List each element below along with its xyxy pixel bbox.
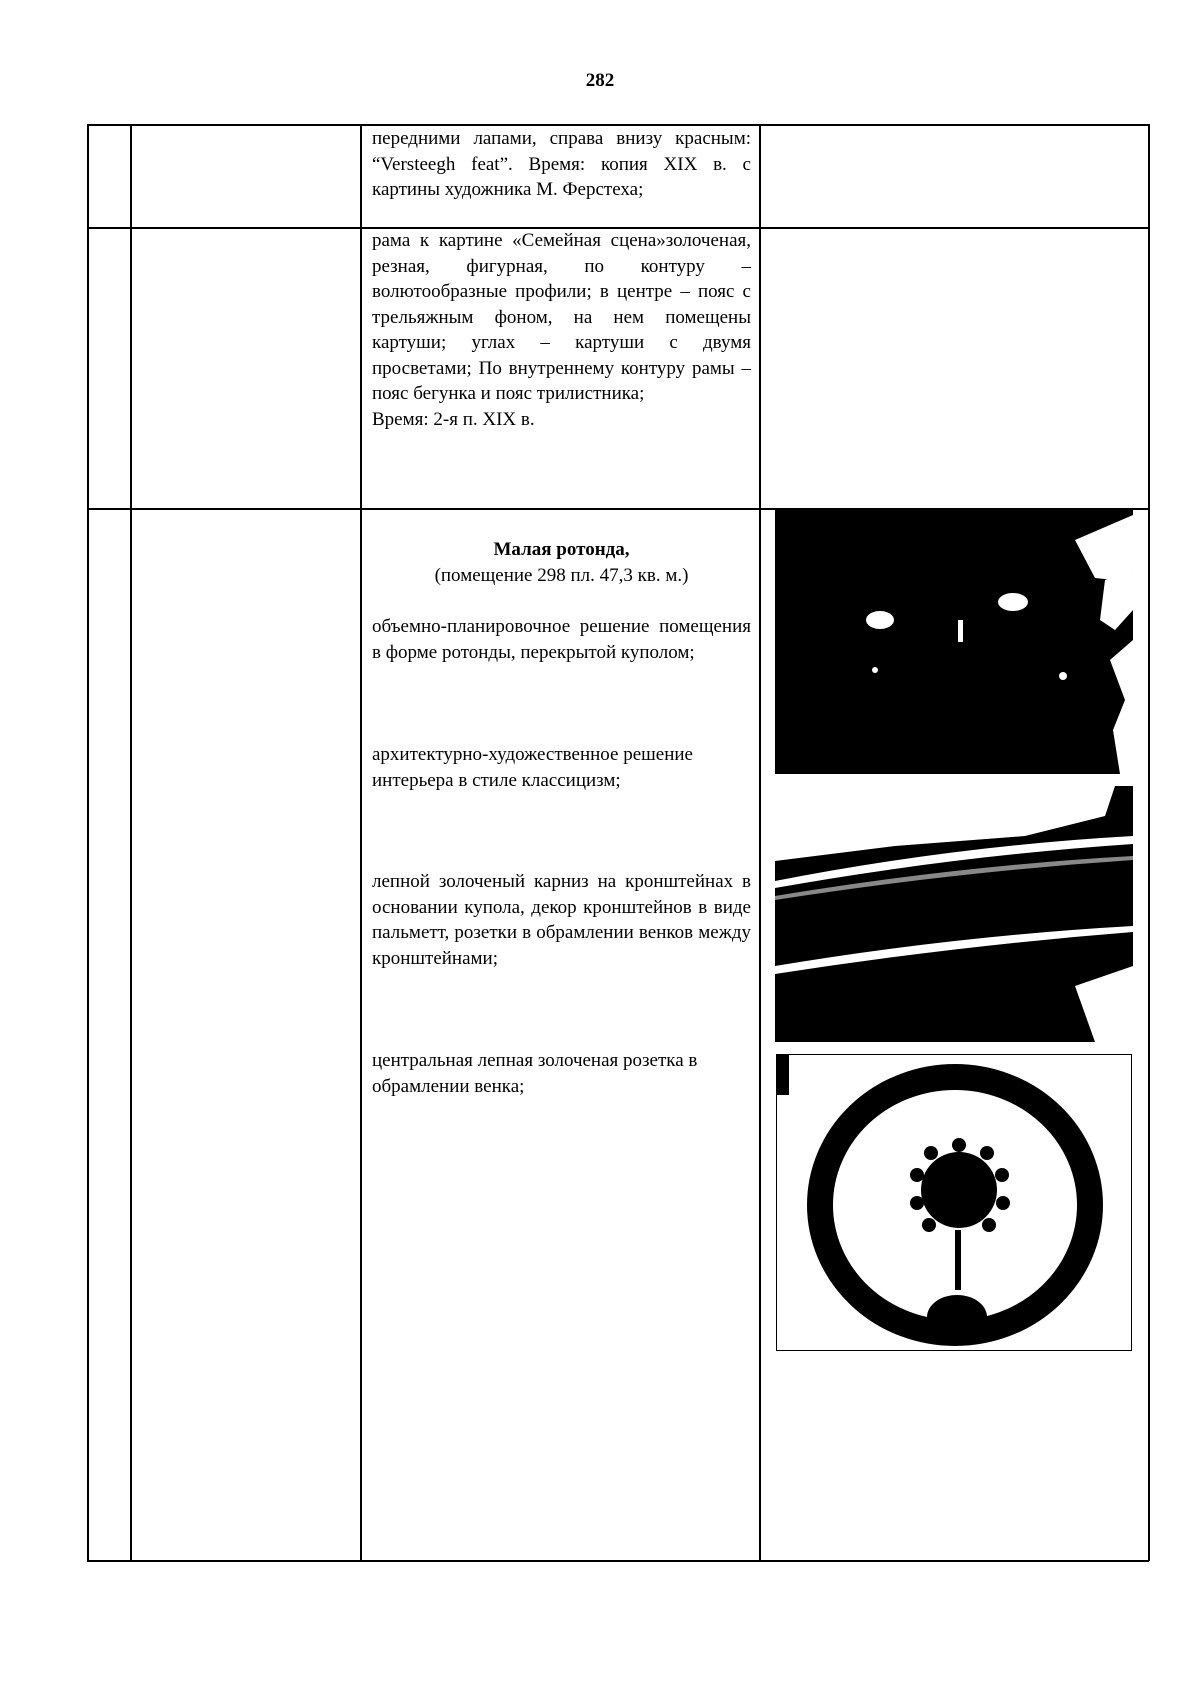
table-border-bottom xyxy=(87,1560,1149,1562)
room-title: Малая ротонда, xyxy=(493,539,630,560)
column-divider-3 xyxy=(759,124,761,1561)
item-text: архитектурно-художественное решение интерьера в стиле классицизм; xyxy=(372,744,693,791)
item-text: лепной золоченый карниз на кронштейнах в основании купола, декор кронштейнов в виде пальметт, розетки в обрамлении венков между кронштейнами; xyxy=(372,871,751,969)
dome-photo xyxy=(775,510,1133,774)
row2-frame-text: рама к картине «Семейная сцена»золоченая, резная, фигурная, по контуру – волютообразные профили; в центре – пояс с трельяжным фоном, на нем помещены картуши; углах – картуши с двумя просветами; По внутреннему контуру рамы – пояс бегунка и пояс трилистника; xyxy=(372,230,751,404)
column-divider-1 xyxy=(130,124,132,1561)
row3-description xyxy=(372,537,751,588)
row1-text: передними лапами, справа внизу красным: “Versteegh feat”. Время: копия XIX в. с картины художника М. Ферстеха; xyxy=(372,128,751,200)
item-interior xyxy=(372,742,751,793)
row1-description xyxy=(372,126,751,203)
rosette-photo xyxy=(776,1054,1132,1351)
item-cornice xyxy=(372,869,751,971)
item-text: центральная лепная золоченая розетка в обрамлении венка; xyxy=(372,1050,698,1097)
column-divider-2 xyxy=(360,124,362,1561)
item-rosette xyxy=(372,1048,751,1099)
row2-description xyxy=(372,228,751,432)
item-layout xyxy=(372,614,751,665)
item-text: объемно-планировочное решение помещения в форме ротонды, перекрытой куполом; xyxy=(372,616,751,663)
cornice-photo xyxy=(775,786,1133,1042)
room-subtitle: (помещение 298 пл. 47,3 кв. м.) xyxy=(434,564,689,586)
table-border-left xyxy=(87,124,89,1561)
page-number: 282 xyxy=(585,70,615,91)
row2-time-text: Время: 2-я п. XIX в. xyxy=(372,408,535,430)
table-border-right xyxy=(1148,124,1150,1561)
